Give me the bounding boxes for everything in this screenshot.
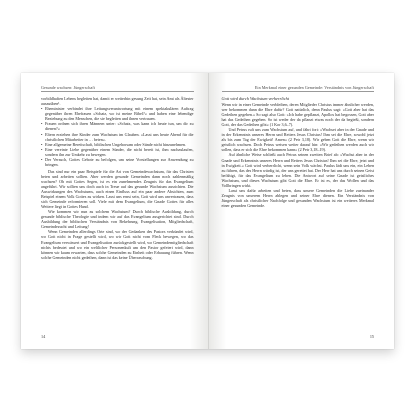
bullet-list <box>41 106 194 167</box>
list-item: • Eheminister verbindet ihre Leitungsverantwortung mit einem spektakulären Auftrag gegenüber ihren Ehefrauen »Schatz, wo ist meine Bibel?« und haben eine lebendige Beziehung zu den Menschen, die sie begleiten und ihnen vertrauen. <box>41 106 194 121</box>
list-item: • Eltern erziehen ihre Kinder zum Wachstum im Glauben. »Lasst uns heute Abend für die christlichen Mitarbeiter in … beten«. <box>41 132 194 142</box>
page-body <box>222 96 375 208</box>
right-page <box>208 73 395 349</box>
page-number: 15 <box>369 334 374 339</box>
list-item: • Eine allgemeine Bereitschaft, biblischen Ungehorsam oder Sünde nicht hinzunehmen. <box>41 142 194 147</box>
list-item: • Der Versuch, Gottes Gebote zu befolgen, um seine Vorstellungen zur Anwendung zu bringen. <box>41 157 194 167</box>
running-head: Ein Merkmal einer gesunden Gemeinde: Verständnis von Jüngerschaft <box>222 85 375 92</box>
paragraph: Auf ähnliche Weise schließt auch Petrus seinen zweiten Brief ab: »Wachst aber in der Gnade und Erkenntnis unseres Herrn und Retters Jesus Christus! Ihm sei die Ehre, jetzt und in Ewigkeit.« Gott wird verherrlicht, wenn sein Volk wächst. Paulus lädt uns ein, ein Leben zu führen, das des Herrn würdig ist, der uns gerettet hat. Der Herr hat uns durch seinen Geist befähigt, für das Evangelium zu leben. Die Antwort auf seine Gnade ist geistliches Wachstum, und dieses Wachstum gibt Gott die Ehre. Er ist es, der das Wollen und das Vollbringen wirkt. <box>221 152 374 188</box>
page-number: 14 <box>41 334 46 339</box>
left-page <box>21 73 208 349</box>
paragraph: Wenn wir in einer Gemeinde verbleiben, deren Mitglieder Christus immer ähnlicher werden, wer bekommen dann die Ehre dafür? Gott natürlich, denn Paulus sagt: »Gott aber hat das Gedeihen gegeben.« So sagt also Gott: »Ich habe gepflanzt, Apollos hat begossen, Gott aber hat das Gedeihen gegeben. So ist weder der da pflanzt etwas noch der da begießt, sondern Gott, der das Gedeihen gibt« (1 Kor 3,6–7). <box>221 101 374 128</box>
section-heading: Gott wird durch Wachstum verherrlicht <box>221 96 289 102</box>
intro-paragraph: vorbildhaften Lebens begleiten hat, damit er weiterhin gesung Zeit hat, sein Amt als Ältester auszuüben¹. <box>41 96 194 107</box>
open-book <box>21 73 394 349</box>
list-item: • Frauen ordnen sich ihren Männern unter: »Schatz, was kann ich heute tun, um dir zu dienen?« <box>41 121 194 131</box>
paragraph: Wenn Gemeinden allerdings Orte sind, wo der Gedanken des Pastors verkündet wird, wo Gott nicht in Frage gestellt wird, wo wir Gott nicht vom Fleck bewegen, wo das Evangelium verwässert und Evangelisation zurückgestellt wird, wo Gemeindemitgliedschaft nichts bedeutet und wo ein weltlicher Personenkult um den Pastor gefeiert wird, dann können wir kaum erwarten, dass solche Gemeinden zu Einheit oder Erbauung führen. Wenn solche Gemeinden nicht gedeihen, dann ist das keine Überraschung. <box>41 229 194 260</box>
paragraph: Das sind nur ein paar Beispiele für die Art von Gemeindewachstum, für das Christen beten und arbeiten sollten. Aber werden gesunde Gemeinden dann noch zahlenmäßig wachsen? Ob mit Gottes Segen, ist es ein zunehmendes Zeugnis für das Evangelium angeführt. Wir sollten uns doch auch in Treue auf das gesunde Wachstum ausrichten. Die Auswirkungen des Wachstums, auch einen Einfluss auf ein paar andere Absichten, zum Beispiel einem Volk Gottes zu wirken. Lasst uns ernst sein, Gott wird uns anvertrauen, dass sich Gemeinde reformieren soll. Viele mit dem Evangelium, die Gnade Gottes für alles Weitere liegt in Gottes Hand. <box>41 168 194 210</box>
paragraph: Lasst uns dafür arbeiten und beten, dass unsere Gemeinden die Liebe zueinander Zeugnis von unserem Herrn ablegen und seiner Ehre dienen. Ein Verständnis von Jüngerschaft als christlicher Nachfolge und gesunden Wachstum ist ein weiteres Merkmal einer gesunden Gemeinde. <box>221 187 374 208</box>
book-gutter <box>208 73 209 349</box>
page-body <box>41 96 194 260</box>
paragraph: Wie kommen wir nun zu solchem Wachstum? Durch biblische Ausbildung, durch gesunde biblische Theologie und indem wir auf das Evangelium ausgerichtet sind. Durch Ausbildung der biblischen Verständnis von Bekehrung, Evangelisation, Mitgliedschaft, Gemeindezucht und Leitung! <box>41 209 194 230</box>
running-head: Gesunde wachsen: Jüngerschaft <box>41 85 194 92</box>
paragraph: Und Petrus ruft uns zum Wachstum auf, und fährt fort: »Wachset aber in der Gnade und in der Erkenntnis unseres Herrn und Retters Jesus Christus! Ihm sei die Ehre, sowohl jetzt als bis zum Tag der Ewigkeit! Amen« (2 Petr 3,18). Wir geben Gott die Ehre, wenn wir geistlich wachsen. Doch Petrus weisen weiter darauf hin: »Wir gedeihen werden auch wir sollen, dass er sich die Ehre bekommen kann« (2 Petr 3,18–19). <box>221 127 374 153</box>
list-item: • Eine vereinte Liebe gegenüber einem Sünder, die nicht bereit ist, ihm nachzulaufen, sondern ihn zur Umkehr zu bewegen. <box>41 147 194 157</box>
